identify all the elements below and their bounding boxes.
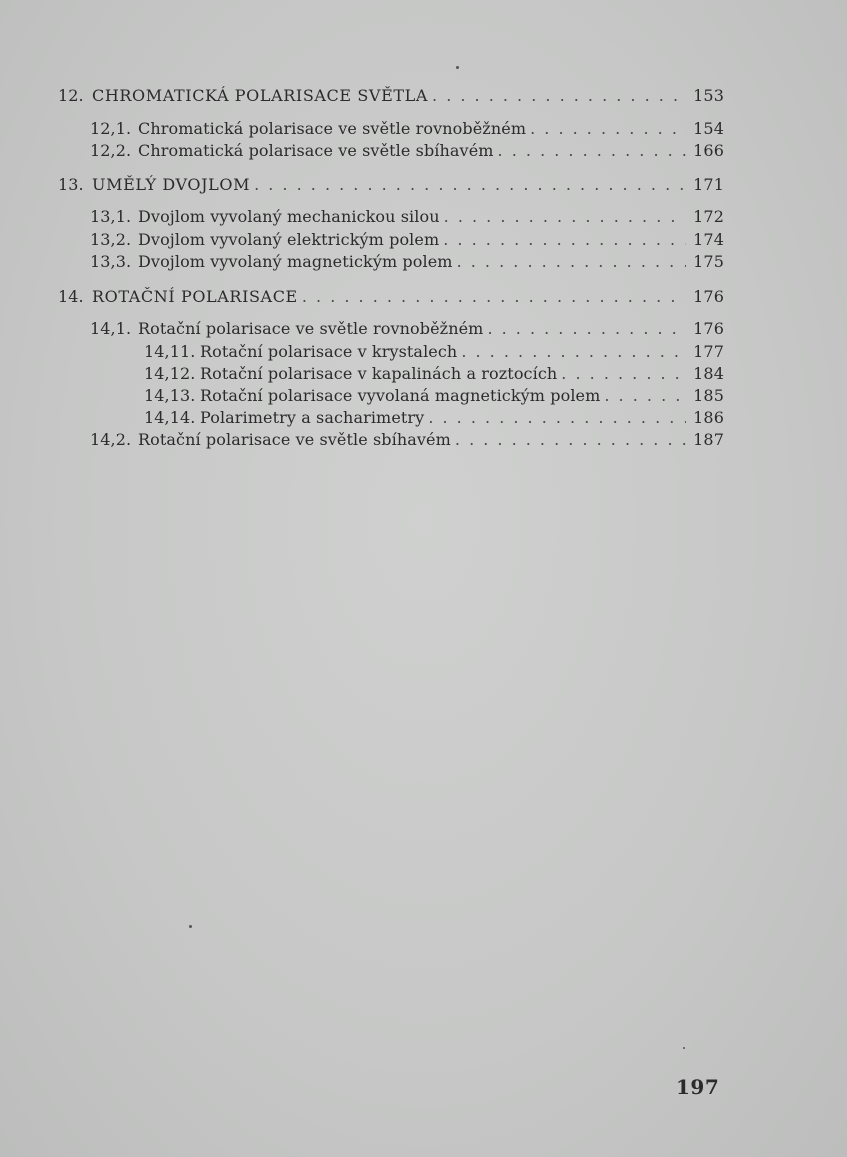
toc-number: 14,11.	[144, 342, 196, 361]
toc-title: ROTAČNÍ POLARISACE	[92, 287, 298, 306]
toc-page: 176	[693, 319, 724, 338]
toc-title: Dvojlom vyvolaný magnetickým polem	[138, 252, 453, 271]
toc-number: 13,1.	[90, 207, 132, 226]
dot-leader	[455, 430, 686, 450]
toc-section-12-1	[90, 119, 724, 139]
dot-leader	[428, 408, 686, 428]
toc-number: 14,14.	[144, 408, 196, 427]
toc-page: 172	[693, 207, 724, 226]
toc-page: 175	[693, 252, 724, 271]
toc-number: 14,2.	[90, 430, 132, 449]
toc-chapter-13	[58, 175, 724, 195]
toc-number: 14.	[58, 287, 84, 306]
dot-leader	[432, 86, 686, 106]
toc-subsection-14-14	[144, 408, 724, 428]
toc-chapter-14	[58, 287, 724, 307]
dot-leader	[604, 386, 686, 406]
toc-chapter-12	[58, 86, 724, 106]
dot-leader	[530, 119, 686, 139]
dot-leader	[498, 141, 686, 161]
toc-title: Rotační polarisace v krystalech	[200, 342, 458, 361]
toc-title: Rotační polarisace vyvolaná magnetickým polem	[200, 386, 601, 405]
toc-title: Chromatická polarisace ve světle sbíhavém	[138, 141, 494, 160]
toc-page: 185	[693, 386, 724, 405]
dot-leader	[487, 319, 686, 339]
toc-title: Dvojlom vyvolaný elektrickým polem	[138, 230, 440, 249]
toc-subsection-14-12	[144, 364, 724, 384]
toc-page: 166	[693, 141, 724, 160]
toc-page: 171	[693, 175, 724, 194]
toc-page: 154	[693, 119, 724, 138]
toc-page: 176	[693, 287, 724, 306]
toc-number: 13,2.	[90, 230, 132, 249]
toc-title: Dvojlom vyvolaný mechanickou silou	[138, 207, 440, 226]
dot-leader	[461, 342, 686, 362]
toc-number: 14,13.	[144, 386, 196, 405]
toc-section-13-2	[90, 230, 724, 250]
dot-leader	[254, 175, 686, 195]
paper-speck	[683, 1047, 685, 1049]
toc-title: Chromatická polarisace ve světle rovnoběžném	[138, 119, 527, 138]
toc-title: CHROMATICKÁ POLARISACE SVĚTLA	[92, 86, 429, 105]
dot-leader	[443, 230, 686, 250]
dot-leader	[561, 364, 686, 384]
toc-title: Rotační polarisace ve světle sbíhavém	[138, 430, 451, 449]
page-number: 197	[676, 1075, 720, 1099]
dot-leader	[302, 287, 686, 307]
toc-subsection-14-11	[144, 342, 724, 362]
toc-page: 174	[693, 230, 724, 249]
toc-section-13-1	[90, 207, 724, 227]
paper-speck	[189, 925, 192, 928]
toc-section-14-1	[90, 319, 724, 339]
toc-page: 177	[693, 342, 724, 361]
toc-title: Rotační polarisace ve světle rovnoběžném	[138, 319, 484, 338]
toc-number: 14,1.	[90, 319, 132, 338]
toc-section-13-3	[90, 252, 724, 272]
toc-number: 13,3.	[90, 252, 132, 271]
toc-number: 12,1.	[90, 119, 132, 138]
toc-page: 153	[693, 86, 724, 105]
dot-leader	[444, 207, 686, 227]
paper-speck	[456, 66, 459, 69]
toc-number: 12,2.	[90, 141, 132, 160]
toc-number: 13.	[58, 175, 84, 194]
toc-title: UMĚLÝ DVOJLOM	[92, 175, 251, 194]
toc-title: Polarimetry a sacharimetry	[200, 408, 425, 427]
toc-page: 186	[693, 408, 724, 427]
toc-subsection-14-13	[144, 386, 724, 406]
toc-page: 187	[693, 430, 724, 449]
toc-number: 14,12.	[144, 364, 196, 383]
toc-section-14-2	[90, 430, 724, 450]
toc-page: 184	[693, 364, 724, 383]
toc-section-12-2	[90, 141, 724, 161]
toc-title: Rotační polarisace v kapalinách a roztocích	[200, 364, 558, 383]
dot-leader	[457, 252, 686, 272]
toc-number: 12.	[58, 86, 84, 105]
